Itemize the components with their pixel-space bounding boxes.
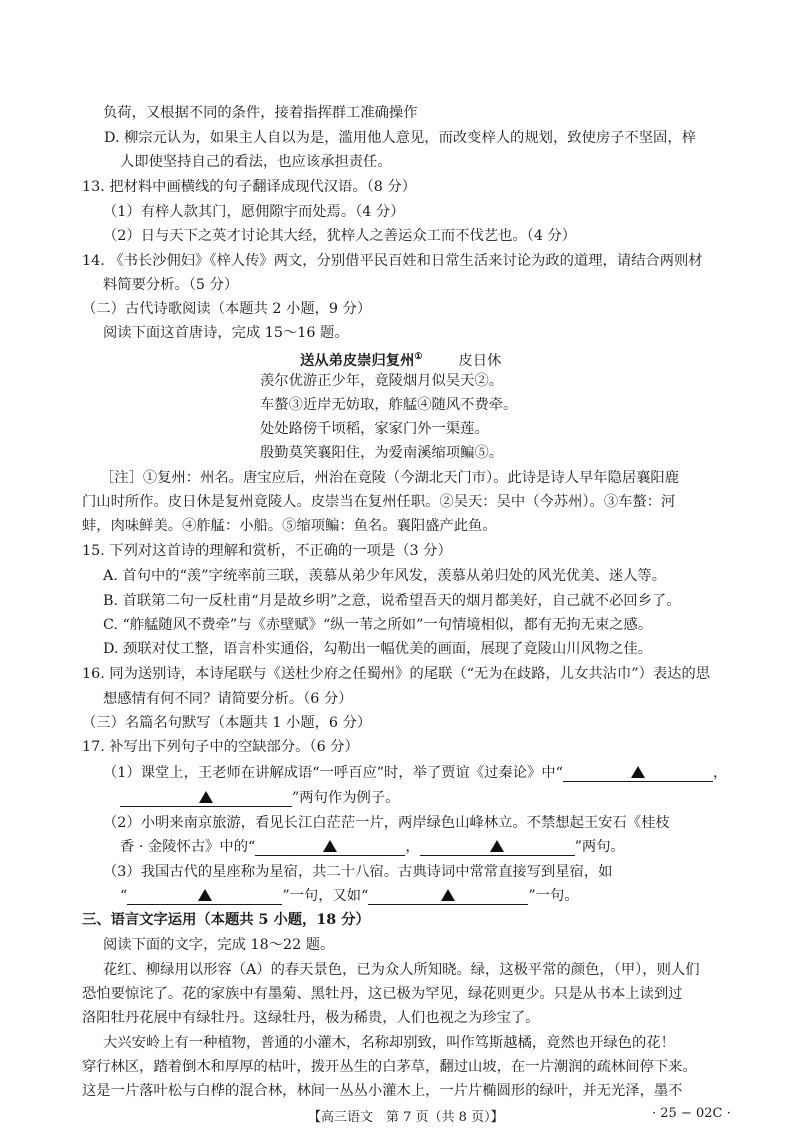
poem-title-text: 送从弟皮崇归复州 (300, 352, 415, 369)
question-14-line1: 14. 《书长沙佣妇》《梓人传》两文，分别借平民百姓和日常生活来讨论为政的道理，请结合两则材 (82, 253, 703, 269)
question-15-option-a: A. 首句中的“羡”字统率前三联，羡慕从弟少年风发，羡慕从弟归处的风光优美、迷人等。 (103, 568, 667, 584)
option-d-line1: D. 柳宗元认为，如果主人自以为是，滥用他人意见，而改变梓人的规划，致使房子不坚固，梓 (104, 130, 696, 146)
question-15-option-d: D. 颈联对仗工整，语言朴实通俗，勾勒出一幅优美的画面，展现了竟陵山川风物之佳。 (103, 641, 653, 657)
question-17-part1-line2 (120, 787, 399, 809)
blank-17-1a[interactable] (563, 765, 713, 782)
option-d-line2: 人即使坚持自己的看法，也应该承担责任。 (120, 154, 392, 170)
question-13: 13. 把材料中画横线的句子翻译成现代汉语。（8 分） (82, 179, 417, 195)
q17-2-pre: 香 · 金陵怀古》中的“ (120, 839, 256, 855)
passage-p2-line2: 穿行林区，踏着倒木和厚厚的枯叶，拨开丛生的白茅草，翻过山坡，在一片潮润的疏林间停下来。 (82, 1059, 697, 1075)
poem-line-4: 殷勤莫笑襄阳住，为爱南溪缩项鳊⑤。 (260, 445, 504, 461)
poem-note-line3: 蚌，肉味鲜美。④舴艋：小船。⑤缩项鳊：鱼名。襄阳盛产此鱼。 (82, 518, 497, 534)
q17-3-pre: “ (120, 888, 128, 904)
section-language-heading: 三、语言文字运用（本题共 5 小题，18 分） (82, 912, 370, 928)
question-14-line2: 料简要分析。（5 分） (103, 277, 239, 293)
question-17-part3-line1: （3）我国古代的星座称为星宿，共二十八宿。古典诗词中常常直接写到星宿，如 (103, 864, 613, 880)
blank-marker-triangle-icon (441, 889, 455, 901)
question-15-option-c: C. “舴艋随风不费牵”与《赤壁赋》“纵一苇之所如”一句情境相似，都有无拘无束之感。 (103, 617, 653, 633)
blank-17-2b[interactable] (420, 839, 575, 856)
footer-page-info: 【高三语文 第 7 页（共 8 页）】 (308, 1110, 504, 1125)
passage-p2-line1: 大兴安岭上有一种植物，普通的小灌木，名称却别致，叫作笃斯越橘，竟然也开绿色的花！ (103, 1035, 675, 1051)
poem-author: 皮日休 (458, 352, 502, 369)
question-13-part1: （1）有梓人款其门，愿佣隙宇而处焉。（4 分） (103, 204, 405, 220)
q17-1-text: （1）课堂上，王老师在讲解成语“一呼百应”时，举了贾谊《过秦论》中“ (103, 765, 563, 781)
footer-code: · 25 − 02C · (652, 1106, 731, 1121)
poem-title-note: ① (414, 352, 423, 362)
question-17-part1-line1 (103, 762, 727, 784)
poem-note-line2: 门山时所作。皮日休是复州竟陵人。皮崇当在复州任职。②吴天：吴中（今苏州）。③车螯：河 (82, 494, 676, 510)
question-15: 15. 下列对这首诗的理解和赏析，不正确的一项是（3 分） (82, 543, 452, 559)
poem-title (300, 346, 501, 372)
q17-1-end: ”两句作为例子。 (292, 790, 400, 806)
blank-marker-triangle-icon (323, 840, 337, 852)
language-intro: 阅读下面的文字，完成 18～22 题。 (103, 937, 335, 953)
blank-17-1b[interactable] (120, 790, 292, 807)
option-c-tail: 负荷，又根据不同的条件，接着指挥群工准确操作 (103, 105, 418, 121)
q17-3-post: ”一句。 (528, 888, 579, 904)
section-poetry-heading: （二）古代诗歌阅读（本题共 2 小题，9 分） (82, 301, 372, 317)
passage-p1-line3: 洛阳牡丹花展中有绿牡丹。这绿牡丹，极为稀贵，人们也视之为珍宝了。 (82, 1010, 540, 1026)
poem-line-1: 羡尔优游正少年，竟陵烟月似吴天②。 (260, 373, 504, 389)
poem-note-line1: ［注］①复州：州名。唐宝应后，州治在竟陵（今湖北天门市）。此诗是诗人早年隐居襄阳鹿 (100, 470, 680, 486)
q17-2-post: ”两句。 (574, 839, 625, 855)
question-17-part2-line2 (120, 836, 625, 858)
q17-2-mid: ， (405, 839, 420, 855)
blank-marker-triangle-icon (198, 889, 212, 901)
question-17-part3-line2 (120, 885, 579, 907)
poetry-intro: 阅读下面这首唐诗，完成 15～16 题。 (103, 325, 349, 341)
poem-line-3: 处处路傍千顷稻，家家门外一渠莲。 (260, 421, 489, 437)
question-13-part2: （2）日与天下之英才讨论其大经，犹梓人之善运众工而不伐艺也。（4 分） (103, 228, 577, 244)
q17-3-mid: ”一句，又如“ (282, 888, 369, 904)
poem-line-2: 车螯③近岸无妨取，舴艋④随风不费牵。 (260, 397, 518, 413)
question-16-line1: 16. 同为送别诗，本诗尾联与《送杜少府之任蜀州》的尾联（“无为在歧路，儿女共沾巾”）表达的思 (82, 666, 711, 682)
blank-marker-triangle-icon (490, 840, 504, 852)
question-15-option-b: B. 首联第二句一反杜甫“月是故乡明”之意，说希望吾天的烟月都美好，自己就不必回乡了。 (103, 593, 681, 609)
question-17-part2-line1: （2）小明来南京旅游，看见长江白茫茫一片，两岸绿色山峰林立。不禁想起王安石《桂枝 (103, 815, 670, 831)
section-recitation-heading: （三）名篇名句默写（本题共 1 小题，6 分） (82, 715, 372, 731)
blank-17-3a[interactable] (127, 888, 282, 905)
question-16-line2: 想感情有何不同？请简要分析。（6 分） (103, 691, 353, 707)
passage-p1-line2: 恐怕要惊诧了。花的家族中有墨菊、黑牡丹，这已极为罕见，绿花则更少。只是从书本上读到过 (82, 986, 683, 1002)
blank-marker-triangle-icon (199, 791, 213, 803)
passage-p2-line3: 这是一片落叶松与白桦的混合林，林间一丛丛小灌木上，一片片椭圆形的绿叶，并无光泽，墨不 (82, 1083, 683, 1099)
q17-1-comma: ， (712, 765, 728, 781)
blank-17-2a[interactable] (255, 839, 405, 856)
blank-17-3b[interactable] (368, 888, 528, 905)
blank-marker-triangle-icon (631, 766, 645, 778)
question-17: 17. 补写出下列句子中的空缺部分。（6 分） (82, 739, 359, 755)
passage-p1-line1: 花红、柳绿用以形容（A）的春天景色，已为众人所知晓。绿，这极平常的颜色，（甲），则人们 (103, 962, 700, 978)
